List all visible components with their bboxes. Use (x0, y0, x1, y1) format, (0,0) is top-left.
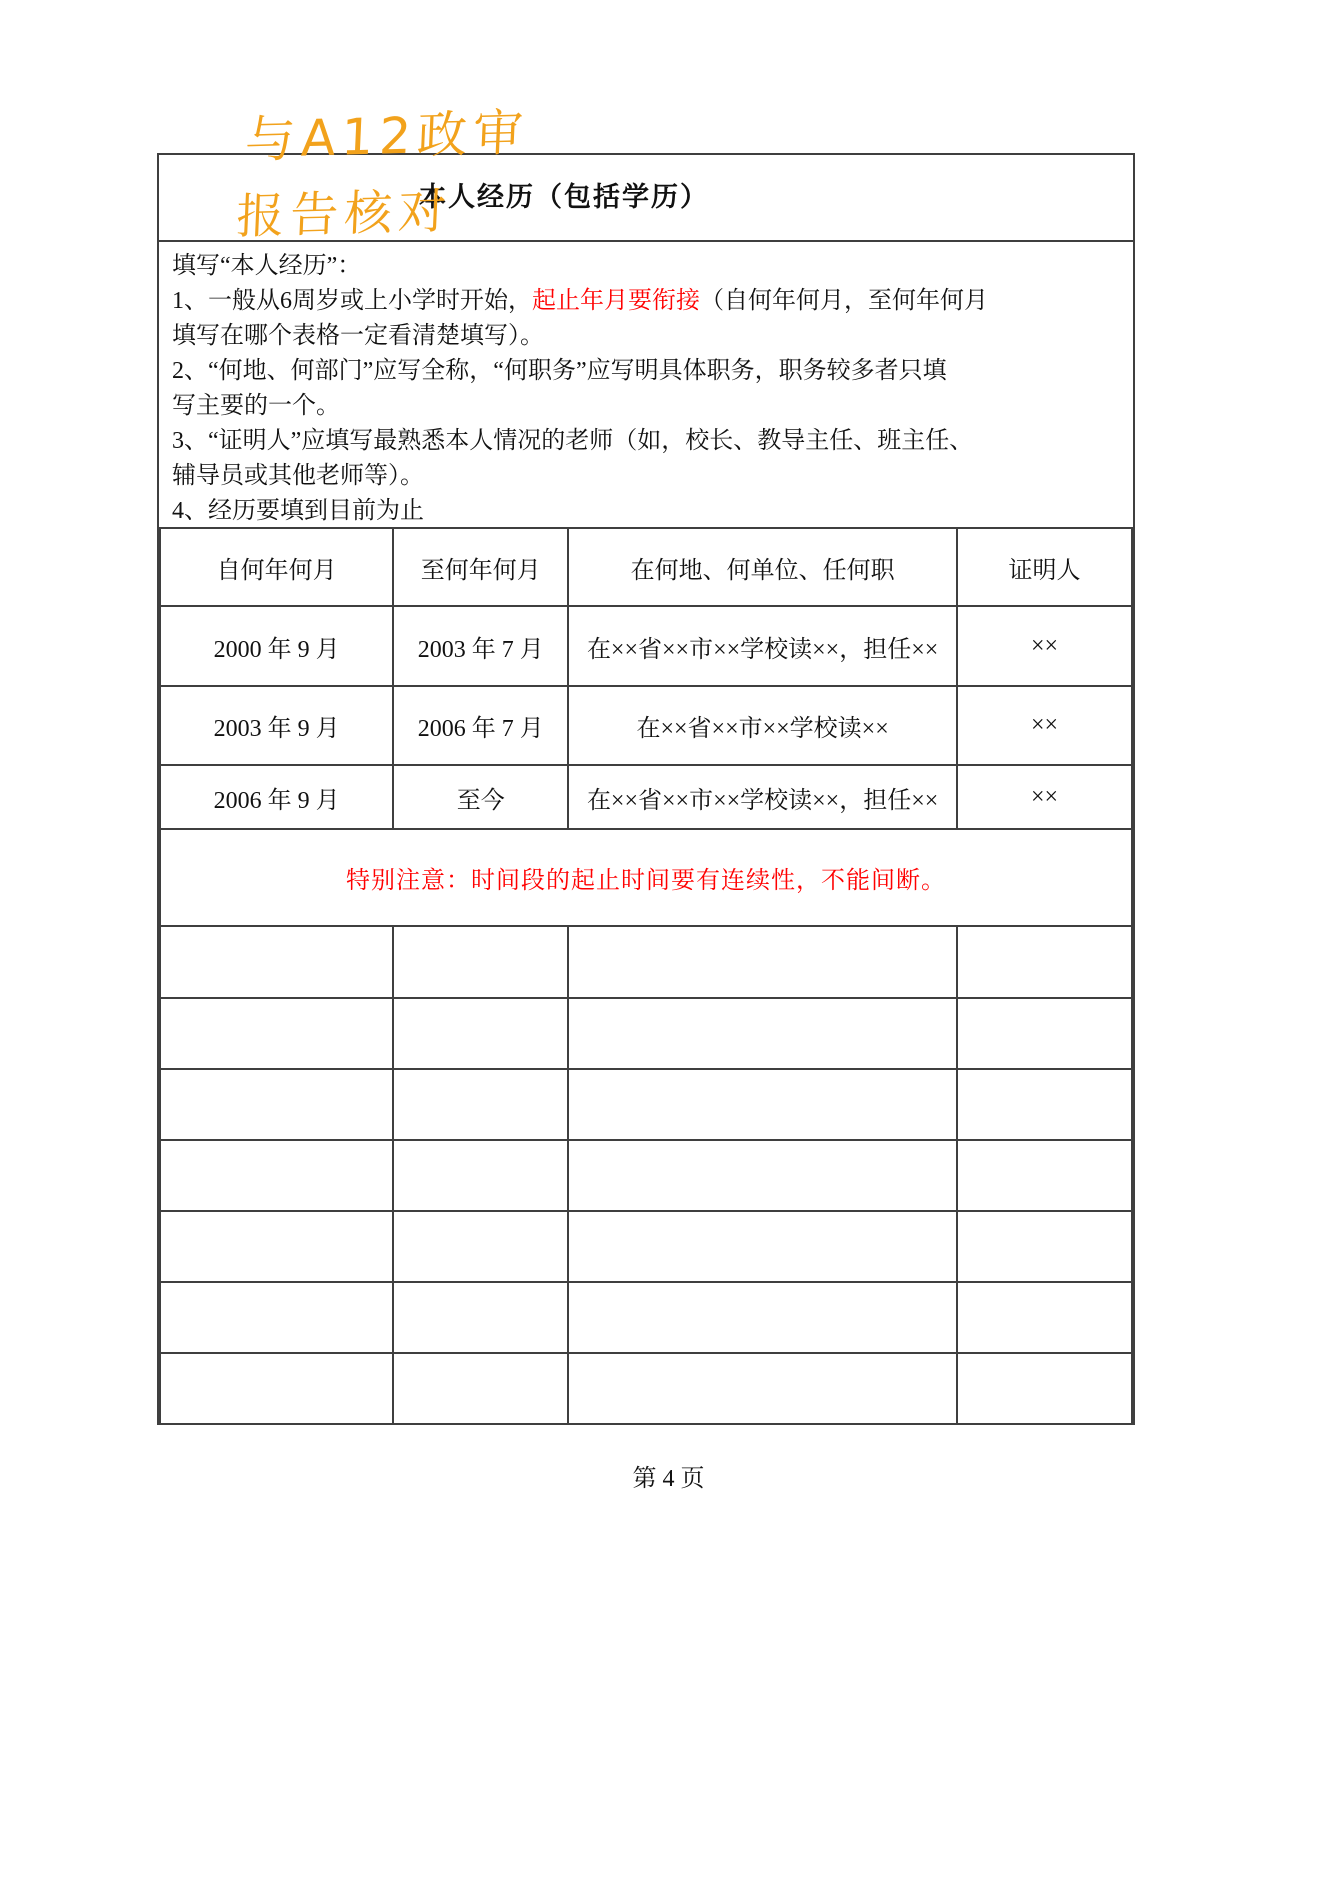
empty-table-row (160, 998, 1132, 1069)
instruction-item1-highlight: 起止年月要衔接 (532, 288, 700, 314)
header-where: 在何地、何单位、任何职 (568, 528, 957, 606)
empty-cell (568, 1140, 957, 1211)
empty-cell (957, 1211, 1132, 1282)
empty-rows (160, 926, 1132, 1424)
handwritten-note-line1: 与A12政审 (243, 103, 531, 170)
form-outer-box (157, 153, 1135, 1425)
empty-cell (160, 1140, 393, 1211)
empty-table-row (160, 1211, 1132, 1282)
empty-table-row (160, 1353, 1132, 1424)
empty-cell (393, 1353, 568, 1424)
cell-where: 在××省××市××学校读××，担任×× (568, 606, 957, 686)
header-to-date: 至何年何月 (393, 528, 568, 606)
instruction-item2-line1: 2、“何地、何部门”应写全称，“何职务”应写明具体职务，职务较多者只填 (172, 358, 947, 384)
empty-cell (957, 1140, 1132, 1211)
empty-cell (160, 1353, 393, 1424)
table-header-row (160, 528, 1132, 606)
empty-cell (160, 1282, 393, 1353)
instruction-item3-line1: 3、“证明人”应填写最熟悉本人情况的老师（如，校长、教导主任、班主任、 (172, 428, 974, 454)
cell-to-date: 至今 (393, 765, 568, 829)
cell-certifier: ×× (957, 765, 1132, 829)
empty-cell (568, 998, 957, 1069)
cell-certifier: ×× (957, 606, 1132, 686)
cell-where: 在××省××市××学校读×× (568, 686, 957, 765)
cell-where: 在××省××市××学校读××，担任×× (568, 765, 957, 829)
empty-cell (957, 1353, 1132, 1424)
table-row (160, 686, 1132, 765)
empty-table-row (160, 1069, 1132, 1140)
handwritten-note-line2: 报告核对 (235, 183, 454, 246)
empty-cell (957, 1069, 1132, 1140)
table-row (160, 765, 1132, 829)
cell-to-date: 2003 年 7 月 (393, 606, 568, 686)
empty-cell (568, 1282, 957, 1353)
empty-cell (568, 926, 957, 997)
empty-cell (957, 998, 1132, 1069)
instruction-item3-line2: 辅导员或其他老师等）。 (172, 463, 424, 489)
empty-cell (160, 1069, 393, 1140)
instruction-item4: 4、经历要填到目前为止 (172, 498, 424, 524)
warning-note: 特别注意：时间段的起止时间要有连续性，不能间断。 (160, 829, 1132, 926)
empty-table-row (160, 926, 1132, 997)
cell-from-date: 2003 年 9 月 (160, 686, 393, 765)
instruction-item1-pre: 1、一般从6周岁或上小学时开始， (172, 288, 532, 314)
fill-instructions (159, 240, 1133, 527)
instruction-item2-line2: 写主要的一个。 (172, 393, 340, 419)
instruction-item1-line1 (172, 284, 1121, 319)
warning-row (160, 829, 1132, 926)
cell-to-date: 2006 年 7 月 (393, 686, 568, 765)
empty-cell (393, 1069, 568, 1140)
cell-certifier: ×× (957, 686, 1132, 765)
page-title: 本人经历（包括学历） (419, 182, 709, 212)
page-number: 第 4 页 (632, 1466, 705, 1492)
empty-cell (393, 926, 568, 997)
header-from-date: 自何年何月 (160, 528, 393, 606)
header-certifier: 证明人 (957, 528, 1132, 606)
empty-table-row (160, 1282, 1132, 1353)
cell-from-date: 2006 年 9 月 (160, 765, 393, 829)
empty-cell (393, 998, 568, 1069)
empty-cell (568, 1211, 957, 1282)
empty-cell (568, 1353, 957, 1424)
experience-table (159, 527, 1133, 1425)
cell-from-date: 2000 年 9 月 (160, 606, 393, 686)
empty-cell (957, 926, 1132, 997)
empty-cell (393, 1140, 568, 1211)
instruction-item1-post: （自何年何月，至何年何月 (700, 288, 988, 314)
empty-cell (393, 1211, 568, 1282)
empty-cell (393, 1282, 568, 1353)
table-row (160, 606, 1132, 686)
empty-cell (957, 1282, 1132, 1353)
instruction-intro: 填写“本人经历”： (172, 253, 362, 279)
empty-cell (160, 1211, 393, 1282)
empty-cell (160, 926, 393, 997)
empty-table-row (160, 1140, 1132, 1211)
empty-cell (160, 998, 393, 1069)
empty-cell (568, 1069, 957, 1140)
instruction-item1-line2: 填写在哪个表格一定看清楚填写）。 (172, 323, 544, 349)
